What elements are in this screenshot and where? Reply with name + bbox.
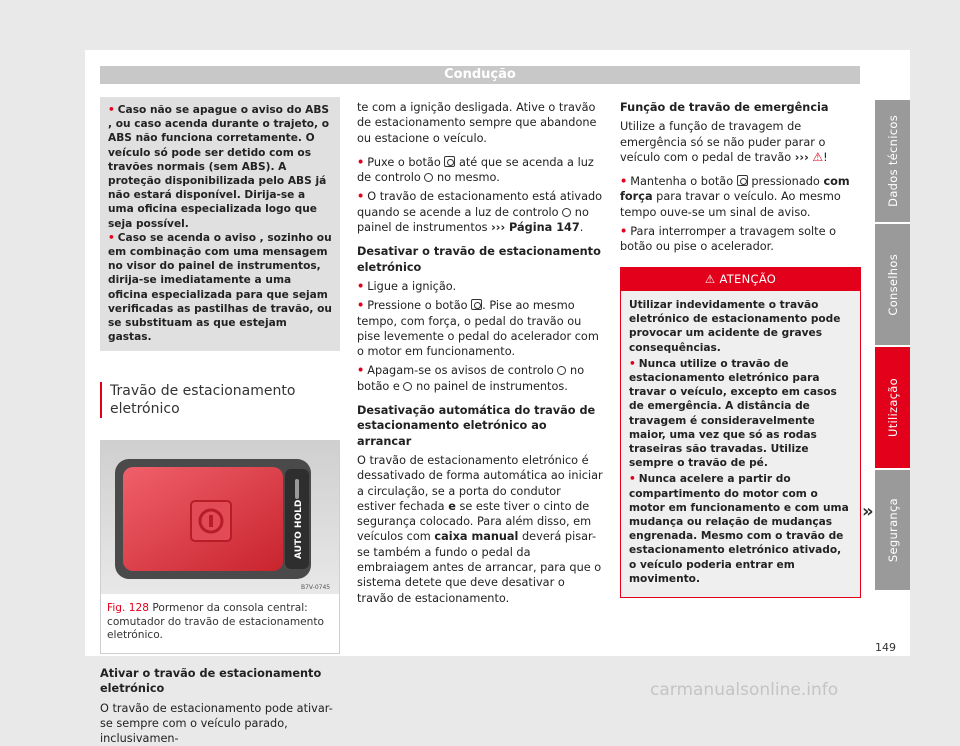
figure-caption: Fig. 128 Pormenor da consola central: comutador do travão de estacionamento eletrónico.	[107, 602, 325, 642]
heading-activate: Ativar o travão de estacionamento eletrónico	[100, 666, 322, 696]
control-light-icon	[403, 382, 412, 391]
bullet-pull-button: • Puxe o botão até que se acenda a luz de controlo no mesmo.	[357, 155, 594, 185]
column-1	[100, 97, 340, 746]
column-2	[357, 100, 603, 606]
header-bar	[100, 66, 860, 84]
heading-emergency: Função de travão de emergência	[620, 101, 829, 114]
heading-auto-deactivate: Desativação automática do travão de estacionamento eletrónico ao arrancar	[357, 404, 596, 448]
bullet-icon: •	[108, 104, 115, 116]
bullet-activated: • O travão de estacionamento está ativado quando se acende a luz de controlo no painel de instrumentos ››› Página 147.	[357, 190, 603, 235]
continue-marker: »	[862, 501, 874, 522]
parking-button-icon	[471, 299, 482, 310]
bullet-icon: •	[357, 364, 365, 378]
bullet-icon: •	[629, 357, 636, 370]
bullet-hold-button: • Mantenha o botão pressionado com força para travar o veículo. Ao mesmo tempo ouve-se um sinal de aviso.	[620, 175, 850, 219]
watermark: carmanualsonline.info	[650, 680, 839, 700]
control-light-icon	[424, 173, 433, 182]
bullet-interrupt: • Para interromper a travagem solte o botão ou pise o acelerador.	[620, 225, 837, 254]
bullet-press-button: • Pressione o botão . Pise ao mesmo tempo, com força, o pedal do travão ou pise levemente o pedal do acelerador com o motor em funcionamento.	[357, 299, 599, 359]
figure-label: Fig. 128	[107, 602, 149, 615]
bullet-icon: •	[357, 279, 365, 293]
tab-seguranca[interactable]: Segurança	[875, 470, 910, 590]
para-continue: te com a ignição desligada. Ative o travão de estacionamento sempre que abandone ou estacione o veículo.	[357, 101, 597, 145]
warning-triangle-icon: ⚠	[812, 149, 824, 164]
para-activate: O travão de estacionamento pode ativar-se sempre com o veículo parado, inclusivamen-	[100, 701, 333, 746]
note-item-abs: • Caso não se apague o aviso do ABS , ou caso acenda durante o trajeto, o ABS não funciona corretamente. O veículo só pode ser detido com os travões normais (sem ABS). A proteção disponibilizada pelo ABS já não estará disponível. Dirija-se a uma oficina especializada logo que seja possível.	[108, 104, 330, 230]
control-light-icon	[557, 366, 566, 375]
bullet-icon: •	[108, 231, 115, 244]
section-title: Travão de estacionamento eletrónico	[100, 382, 340, 418]
bullet-ignition: • Ligue a ignição.	[357, 279, 457, 293]
tab-utilizacao[interactable]: Utilização	[875, 347, 910, 468]
bullet-icon: •	[357, 190, 365, 204]
warning-header: ⚠ ATENÇÃO	[621, 268, 860, 291]
bullet-icon: •	[357, 155, 365, 169]
control-light-icon	[562, 208, 571, 217]
bullet-icon: •	[620, 225, 628, 239]
figure-code: B7V-0745	[301, 584, 331, 592]
figure	[100, 440, 340, 654]
console-switch-illustration	[101, 441, 339, 594]
note-item-brake-pads: • Caso se acenda o aviso , sozinho ou em combinação com uma mensagem no visor do painel de instrumentos, dirija-se imediatamente a uma oficina especializada para que sejam verificadas as pastilhas de travão, ou se substituam as que estejam gastas.	[108, 231, 332, 344]
note-box	[100, 97, 340, 351]
warning-box	[620, 267, 861, 598]
bullet-icon: •	[629, 473, 636, 486]
tab-conselhos[interactable]: Conselhos	[875, 224, 910, 345]
para-emergency: Utilize a função de travagem de emergência só se não puder parar o veículo com o pedal de travão ››› ⚠!	[620, 120, 828, 164]
parking-button-icon	[444, 156, 455, 167]
tab-dados-tecnicos[interactable]: Dados técnicos	[875, 100, 910, 222]
para-auto-deactivate: O travão de estacionamento eletrónico é dessativado de forma automática ao iniciar a circulação, se a porta do condutor estiver fechada e se este tiver o cinto de segurança colocado. Para além disso, em veículos com caixa manual deverá pisar-se também a fundo o pedal da embraiagem antes de arrancar, para que o sistema detete que deve desativar o travão de estacionamento.	[357, 453, 603, 605]
page-link[interactable]: ››› Página 147	[491, 221, 580, 235]
header-title: Condução	[444, 67, 516, 82]
bullet-icon: •	[620, 175, 628, 189]
warning-triangle-icon: ⚠	[704, 271, 716, 286]
page-number: 149	[875, 641, 896, 654]
bullet-icon: •	[357, 299, 365, 313]
bullet-lights-off: • Apagam-se os avisos de controlo no botão e no painel de instrumentos.	[357, 364, 585, 393]
heading-deactivate: Desativar o travão de estacionamento eletrónico	[357, 245, 601, 274]
warning-body: Utilizar indevidamente o travão eletrónico de estacionamento pode provocar um acidente de graves consequências. • Nunca utilize o travão de estacionamento eletrónico para travar o veículo, excepto em casos de emergência. A distância de travagem é consideravelmente maior, uma vez que só as rodas traseiras são travadas. Utilize sempre o travão de pé. • Nunca acelere a partir do compartimento do motor com o motor em funcionamento e com uma mudança ou relação de mudanças engrenada. Mesmo com o travão de estacionamento eletrónico ativado, o veículo poderia entrar em movimento.	[621, 291, 860, 597]
auto-hold-label: AUTO HOLD	[294, 500, 304, 560]
parking-button-icon	[737, 175, 748, 186]
column-3	[620, 100, 861, 598]
